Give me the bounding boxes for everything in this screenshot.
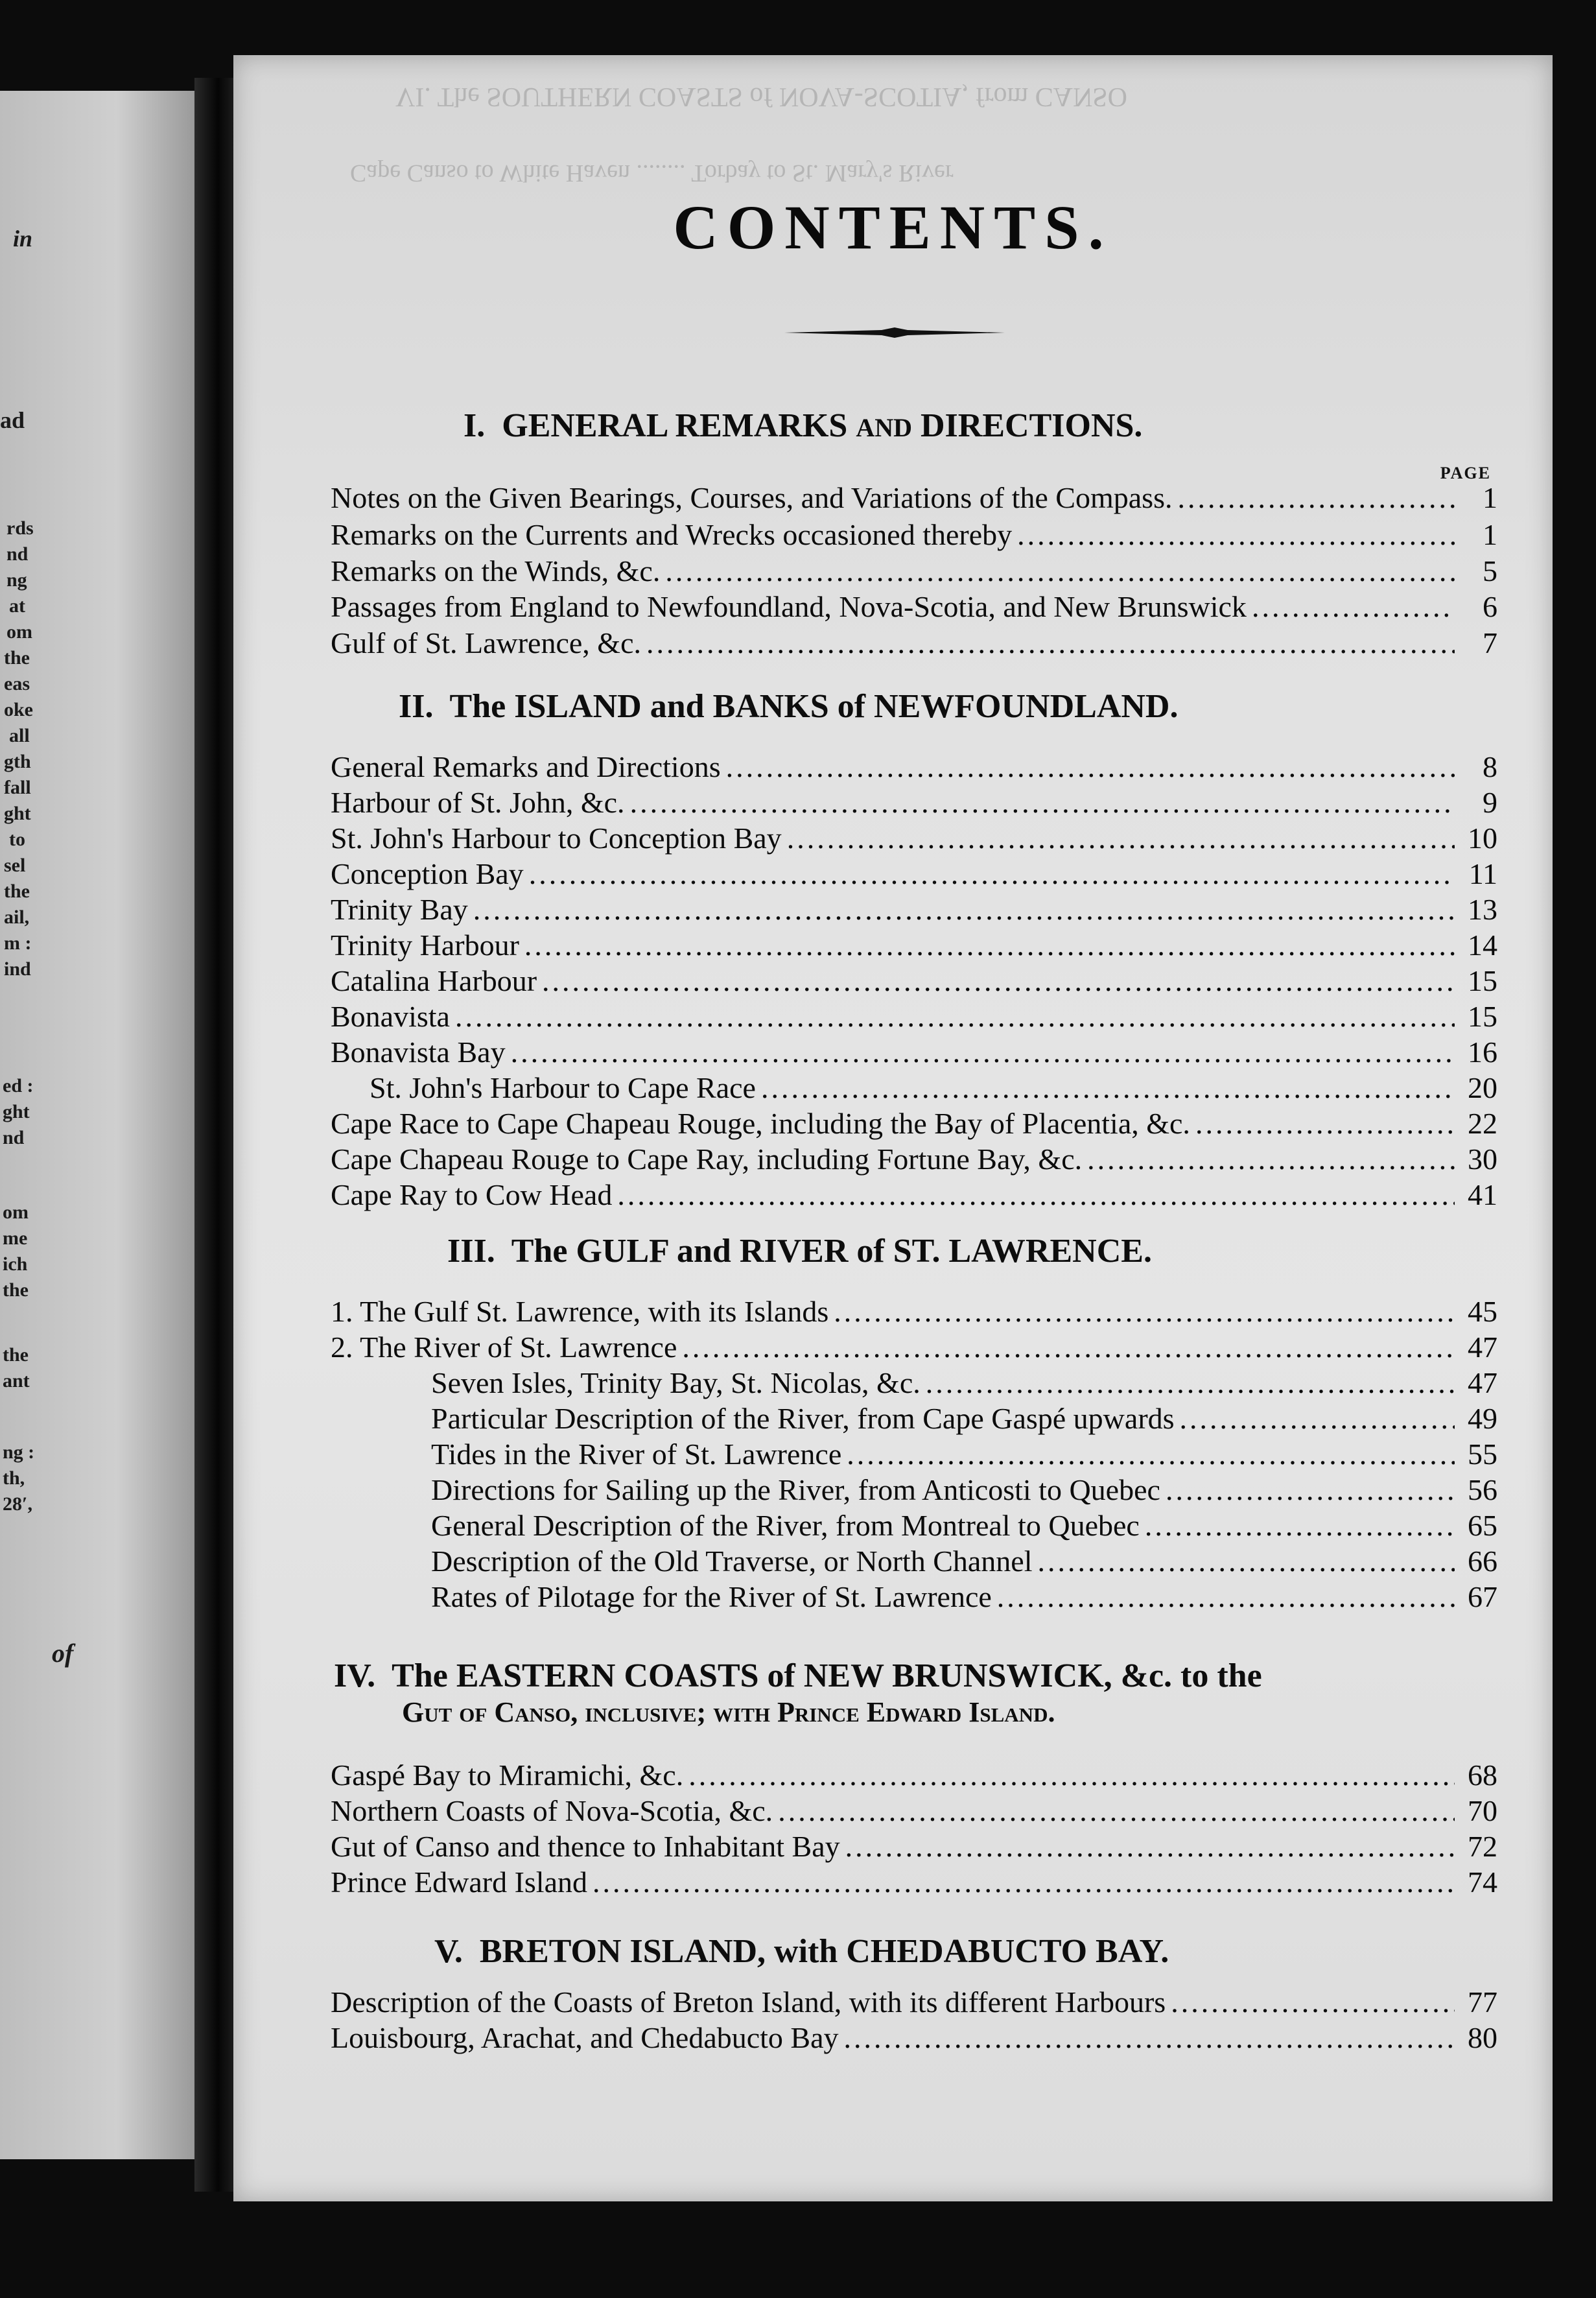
toc-entry[interactable]: [331, 1832, 1497, 1862]
left-fragment: the: [3, 1344, 29, 1366]
leader-dots: [511, 1037, 1455, 1067]
toc-entry[interactable]: [431, 1511, 1497, 1541]
entry-title: Particular Description of the River, from Cape Gaspé upwards: [431, 1402, 1175, 1435]
left-fragment: the: [3, 1279, 29, 1301]
entry-page: 65: [1468, 1509, 1497, 1542]
left-fragment: ail,: [4, 906, 30, 928]
left-fragment: all: [9, 725, 30, 746]
entry-title: Prince Edward Island: [331, 1866, 587, 1899]
entry-title: Directions for Sailing up the River, from Anticosti to Quebec: [431, 1473, 1160, 1506]
toc-entry[interactable]: [331, 1180, 1497, 1210]
entry-title: Cape Chapeau Rouge to Cape Ray, including Fortune Bay, &c.: [331, 1143, 1083, 1176]
entry-title: Passages from England to Newfoundland, Nova-Scotia, and New Brunswick: [331, 590, 1247, 623]
toc-entry[interactable]: [331, 930, 1497, 960]
entry-page: 5: [1483, 554, 1497, 587]
leader-dots: [682, 1333, 1455, 1362]
left-fragment: gth: [4, 751, 31, 772]
leader-dots: [844, 2023, 1455, 2053]
left-fragment: nd: [6, 543, 29, 565]
entry-page: 1: [1483, 481, 1497, 514]
entry-title: General Description of the River, from Montreal to Quebec: [431, 1509, 1140, 1542]
toc-entry[interactable]: [331, 628, 1497, 658]
entry-title: Remarks on the Currents and Wrecks occasioned thereby: [331, 518, 1013, 551]
entry-page: 80: [1468, 2021, 1497, 2054]
section-heading-4-continued: Gut of Canso, inclusive; with Prince Edward Island.: [402, 1696, 1055, 1728]
toc-entry[interactable]: [431, 1475, 1497, 1505]
toc-entry[interactable]: [331, 752, 1497, 782]
left-fragment: om: [3, 1202, 29, 1223]
page-title: CONTENTS.: [673, 193, 1113, 262]
left-fragment: to: [9, 829, 25, 850]
entry-page: 15: [1468, 964, 1497, 997]
left-fragment: th,: [3, 1467, 25, 1489]
entry-page: 56: [1468, 1473, 1497, 1506]
entry-title: Trinity Harbour: [331, 929, 519, 962]
leader-dots: [1252, 592, 1455, 622]
entry-page: 77: [1468, 1985, 1497, 2019]
entry-title: Description of the Old Traverse, or North Channel: [431, 1545, 1033, 1578]
leader-dots: [617, 1180, 1455, 1210]
bleed-through-text: VI. The SOUTHERN COASTS of NOVA-SCOTIA, from CANSO: [395, 82, 1127, 112]
entry-page: 47: [1468, 1366, 1497, 1399]
toc-entry[interactable]: [431, 1368, 1497, 1398]
entry-title: Harbour of St. John, &c.: [331, 786, 625, 819]
left-fragment: 28′,: [3, 1493, 32, 1515]
entry-page: 72: [1468, 1830, 1497, 1863]
entry-page: 49: [1468, 1402, 1497, 1435]
leader-dots: [542, 966, 1455, 996]
toc-entry[interactable]: [331, 1867, 1497, 1897]
toc-entry[interactable]: [331, 1987, 1497, 2017]
entry-title: Remarks on the Winds, &c.: [331, 554, 661, 587]
toc-entry[interactable]: [331, 556, 1497, 586]
toc-entry[interactable]: [331, 1109, 1497, 1139]
section-title: BRETON ISLAND, with CHEDABUCTO BAY.: [479, 1933, 1169, 1970]
entry-title: 2. The River of St. Lawrence: [331, 1331, 677, 1364]
toc-entry[interactable]: [431, 1546, 1497, 1576]
leader-dots: [524, 930, 1455, 960]
entry-page: 9: [1483, 786, 1497, 819]
toc-entry[interactable]: [331, 1144, 1497, 1174]
entry-page: 45: [1468, 1295, 1497, 1328]
leader-dots: [665, 556, 1455, 586]
leader-dots: [1087, 1144, 1455, 1174]
left-fragment: ant: [3, 1370, 30, 1392]
left-fragment: rds: [6, 517, 34, 539]
left-fragment: ght: [3, 1101, 30, 1122]
leader-dots: [473, 895, 1455, 925]
left-fragment: oke: [4, 699, 33, 720]
section-heading-4: [334, 1657, 1262, 1695]
leader-dots: [1166, 1475, 1455, 1505]
left-fragment: m :: [4, 932, 32, 954]
leader-dots: [1145, 1511, 1455, 1541]
entry-title: 1. The Gulf St. Lawrence, with its Islands: [331, 1295, 829, 1328]
left-fragment: the: [4, 881, 30, 902]
leader-dots: [726, 752, 1455, 782]
entry-page: 30: [1468, 1143, 1497, 1176]
toc-entry[interactable]: [431, 1439, 1497, 1469]
section-numeral: I.: [464, 407, 486, 444]
section-numeral: III.: [447, 1233, 495, 1270]
entry-page: 10: [1468, 822, 1497, 855]
entry-page: 55: [1468, 1438, 1497, 1471]
toc-entry[interactable]: [331, 1796, 1497, 1826]
toc-entry[interactable]: [331, 592, 1497, 622]
leader-dots: [778, 1796, 1455, 1826]
left-fragment: sel: [4, 855, 26, 876]
entry-page: 13: [1468, 893, 1497, 926]
section-numeral: V.: [434, 1933, 463, 1970]
entry-page: 67: [1468, 1580, 1497, 1613]
entry-title: Bonavista: [331, 1000, 450, 1033]
entry-page: 6: [1483, 590, 1497, 623]
entry-title: Trinity Bay: [331, 893, 468, 926]
facing-page-fragment: [0, 91, 194, 2159]
toc-entry[interactable]: [331, 823, 1497, 853]
leader-dots: [646, 628, 1455, 658]
left-fragment: at: [9, 595, 25, 617]
entry-title: Conception Bay: [331, 857, 524, 890]
entry-page: 15: [1468, 1000, 1497, 1033]
left-fragment: the: [4, 647, 30, 669]
entry-title: Bonavista Bay: [331, 1036, 506, 1069]
entry-title: Gaspé Bay to Miramichi, &c.: [331, 1759, 684, 1792]
left-fragment: me: [3, 1227, 28, 1249]
section-heading-2: [399, 687, 1179, 726]
leader-dots: [630, 788, 1455, 818]
toc-entry[interactable]: [331, 2023, 1497, 2053]
left-fragment: ed :: [3, 1075, 34, 1096]
left-fragment: ng: [6, 569, 27, 591]
entry-title: Gut of Canso and thence to Inhabitant Bay: [331, 1830, 840, 1863]
section-title: AND: [856, 413, 912, 442]
entry-title: Northern Coasts of Nova-Scotia, &c.: [331, 1794, 773, 1827]
leader-dots: [1017, 520, 1455, 550]
entry-title: Seven Isles, Trinity Bay, St. Nicolas, &c.: [431, 1366, 921, 1399]
entry-page: 11: [1468, 857, 1497, 890]
entry-title: Catalina Harbour: [331, 964, 537, 997]
toc-entry[interactable]: [331, 1037, 1497, 1067]
left-fragment: ad: [0, 407, 25, 433]
entry-title: Description of the Coasts of Breton Island, with its different Harbours: [331, 1985, 1166, 2019]
entry-page: 8: [1483, 750, 1497, 783]
leader-dots: [834, 1297, 1455, 1327]
entry-title: Cape Race to Cape Chapeau Rouge, including the Bay of Placentia, &c.: [331, 1107, 1190, 1140]
section-title: GENERAL REMARKS: [502, 407, 856, 444]
left-fragment: of: [52, 1639, 74, 1668]
leader-dots: [1177, 483, 1455, 513]
left-fragment: fall: [4, 777, 31, 798]
entry-title: Notes on the Given Bearings, Courses, and Variations of the Compass.: [331, 481, 1173, 514]
entry-title: Gulf of St. Lawrence, &c.: [331, 626, 642, 659]
toc-entry[interactable]: [331, 788, 1497, 818]
entry-page: 1: [1483, 518, 1497, 551]
contents-page: [233, 55, 1553, 2201]
toc-entry[interactable]: [331, 483, 1497, 513]
left-fragment: ich: [3, 1253, 28, 1275]
toc-entry[interactable]: [331, 895, 1497, 925]
toc-entry[interactable]: [331, 1297, 1497, 1327]
section-title: The GULF and RIVER of ST. LAWRENCE.: [511, 1233, 1152, 1270]
entry-page: 70: [1468, 1794, 1497, 1827]
leader-dots: [1171, 1987, 1455, 2017]
section-title: The EASTERN COASTS of NEW BRUNSWICK, &c. to the: [392, 1657, 1262, 1694]
bleed-through-text: Cape Canso to White Haven ........ Torbay to St. Mary's River: [350, 160, 954, 187]
toc-entry[interactable]: [331, 1333, 1497, 1362]
toc-entry[interactable]: [431, 1404, 1497, 1434]
left-fragment: nd: [3, 1127, 25, 1148]
leader-dots: [845, 1832, 1455, 1862]
toc-entry[interactable]: [331, 859, 1497, 889]
entry-title: St. John's Harbour to Conception Bay: [331, 822, 782, 855]
entry-title: Rates of Pilotage for the River of St. Lawrence: [431, 1580, 992, 1613]
leader-dots: [688, 1760, 1455, 1790]
entry-page: 16: [1468, 1036, 1497, 1069]
entry-page: 68: [1468, 1759, 1497, 1792]
leader-dots: [1195, 1109, 1455, 1139]
leader-dots: [997, 1582, 1455, 1612]
ornamental-rule: [784, 327, 1005, 338]
section-numeral: IV.: [334, 1657, 376, 1694]
leader-dots: [455, 1002, 1455, 1032]
entry-title: St. John's Harbour to Cape Race: [370, 1071, 756, 1104]
toc-entry[interactable]: [331, 1002, 1497, 1032]
left-fragment: ng :: [3, 1441, 35, 1463]
left-fragment: ind: [4, 958, 31, 980]
leader-dots: [847, 1439, 1455, 1469]
toc-entry[interactable]: [331, 520, 1497, 550]
entry-title: Tides in the River of St. Lawrence: [431, 1438, 842, 1471]
section-heading-3: [447, 1232, 1152, 1270]
leader-dots: [787, 823, 1455, 853]
toc-entry[interactable]: [431, 1582, 1497, 1612]
toc-entry[interactable]: [370, 1073, 1497, 1103]
leader-dots: [529, 859, 1455, 889]
leader-dots: [593, 1867, 1455, 1897]
book-gutter: [194, 78, 233, 2192]
entry-page: 22: [1468, 1107, 1497, 1140]
entry-page: 7: [1483, 626, 1497, 659]
left-fragment: in: [13, 226, 33, 252]
leader-dots: [926, 1368, 1455, 1398]
section-heading-1: [464, 407, 1142, 445]
entry-page: 20: [1468, 1071, 1497, 1104]
entry-page: 74: [1468, 1866, 1497, 1899]
leader-dots: [1038, 1546, 1455, 1576]
entry-title: Cape Ray to Cow Head: [331, 1178, 613, 1211]
entry-title: General Remarks and Directions: [331, 750, 721, 783]
left-fragment: ght: [4, 803, 31, 824]
section-numeral: II.: [399, 688, 434, 725]
section-title: DIRECTIONS.: [912, 407, 1143, 444]
leader-dots: [761, 1073, 1455, 1103]
left-fragment: eas: [4, 673, 30, 694]
left-fragment: om: [6, 621, 32, 643]
section-heading-5: [434, 1932, 1169, 1971]
toc-entry[interactable]: [331, 966, 1497, 996]
section-title: The ISLAND and BANKS of NEWFOUNDLAND.: [449, 688, 1179, 725]
page-column-label: PAGE: [1440, 464, 1491, 482]
entry-page: 41: [1468, 1178, 1497, 1211]
leader-dots: [1180, 1404, 1455, 1434]
entry-page: 66: [1468, 1545, 1497, 1578]
toc-entry[interactable]: [331, 1760, 1497, 1790]
entry-page: 14: [1468, 929, 1497, 962]
entry-page: 47: [1468, 1331, 1497, 1364]
entry-title: Louisbourg, Arachat, and Chedabucto Bay: [331, 2021, 839, 2054]
